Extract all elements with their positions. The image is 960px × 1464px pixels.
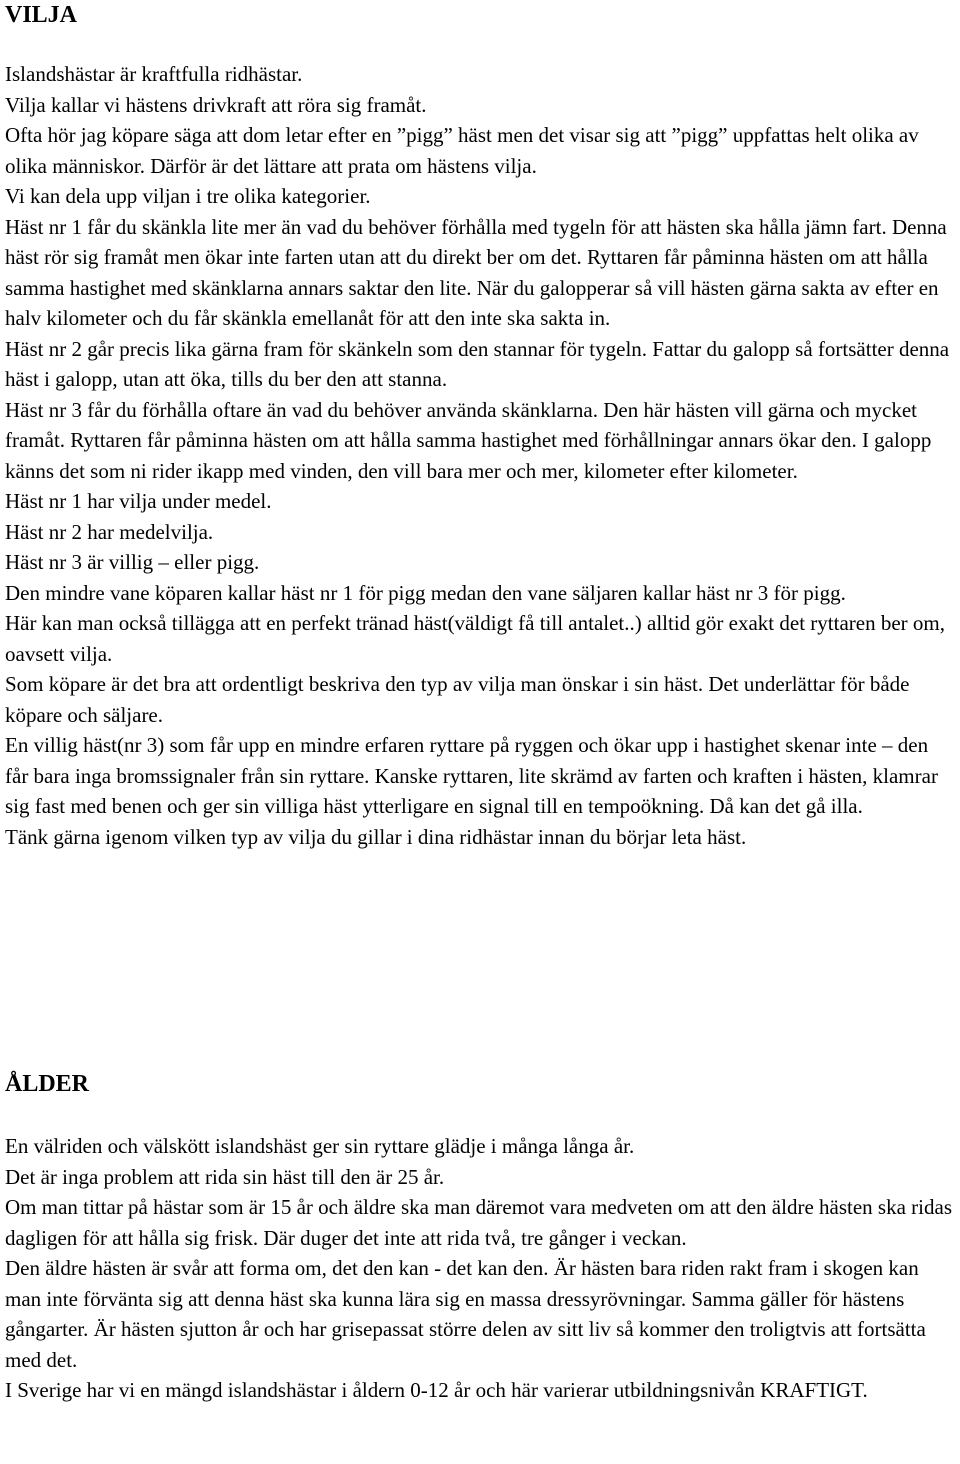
paragraph: Ofta hör jag köpare säga att dom letar efter en ”pigg” häst men det visar sig att ”pigg” uppfattas helt olika av olika människor. Därför är det lättare att prata om hästens vilja. bbox=[5, 123, 919, 178]
paragraph: Tänk gärna igenom vilken typ av vilja du gillar i dina ridhästar innan du börjar leta häst. bbox=[5, 824, 747, 849]
paragraph: Som köpare är det bra att ordentligt beskriva den typ av vilja man önskar i sin häst. Det underlättar för både köpare och säljare. bbox=[5, 672, 910, 727]
paragraph: Vi kan dela upp viljan i tre olika kategorier. bbox=[5, 184, 371, 208]
paragraph: Häst nr 1 har vilja under medel. bbox=[5, 489, 272, 513]
paragraph: Den mindre vane köparen kallar häst nr 1 för pigg medan den vane säljaren kallar häst nr 3 för pigg. bbox=[5, 580, 846, 605]
paragraph: Häst nr 3 är villig – eller pigg. bbox=[5, 550, 260, 574]
paragraph: En välriden och välskött islandshäst ger sin ryttare glädje i många långa år. bbox=[5, 1134, 635, 1158]
section-heading-vilja: VILJA bbox=[5, 2, 78, 28]
paragraph: Islandshästar är kraftfulla ridhästar. bbox=[5, 62, 303, 86]
paragraph: Om man tittar på hästar som är 15 år och äldre ska man däremot vara medveten om att den äldre hästen ska ridas dagligen för att hålla sig frisk. Där duger det inte att rida två, tre gånger i veckan. bbox=[5, 1195, 952, 1250]
section-body-vilja bbox=[5, 59, 955, 852]
section-body-alder bbox=[5, 1131, 955, 1406]
paragraph: Den äldre hästen är svår att forma om, det den kan - det kan den. Är hästen bara riden rakt fram i skogen kan man inte förvänta sig att denna häst ska kunna lära sig en massa dressyrövningar. Samma gäller för hästens gångarter. Är hästen sjutton år och har grisepassat större delen av sitt liv så kommer den troligtvis att fortsätta med det. bbox=[5, 1256, 926, 1372]
paragraph: Det är inga problem att rida sin häst till den är 25 år. bbox=[5, 1164, 445, 1189]
section-heading-alder: ÅLDER bbox=[5, 1071, 90, 1097]
paragraph: Häst nr 2 går precis lika gärna fram för skänkeln som den stannar för tygeln. Fattar du galopp så fortsätter denna häst i galopp, utan att öka, tills du ber den att stanna. bbox=[5, 336, 950, 391]
paragraph: En villig häst(nr 3) som får upp en mindre erfaren ryttare på ryggen och ökar upp i hastighet skenar inte – den får bara inga bromssignaler från sin ryttare. Kanske ryttaren, lite skrämd av farten och kraften i hästen, klamrar sig fast med benen och ger sin villiga häst ytterligare en signal till en tempoökning. Då kan det gå illa. bbox=[5, 733, 938, 818]
paragraph: Här kan man också tillägga att en perfekt tränad häst(väldigt få till antalet..) alltid gör exakt det ryttaren ber om, oavsett vilja. bbox=[5, 611, 945, 666]
paragraph: Häst nr 2 har medelvilja. bbox=[5, 519, 214, 544]
paragraph: Häst nr 3 får du förhålla oftare än vad du behöver använda skänklarna. Den här hästen vill gärna och mycket framåt. Ryttaren får påminna hästen om att hålla samma hastighet med förhållningar annars ökar den. I galopp känns det som ni rider ikapp med vinden, den vill bara mer och mer, kilometer efter kilometer. bbox=[5, 397, 932, 483]
paragraph: Häst nr 1 får du skänkla lite mer än vad du behöver förhålla med tygeln för att hästen ska hålla jämn fart. Denna häst rör sig framåt men ökar inte farten utan att du direkt ber om det. Ryttaren får påminna hästen om att hålla samma hastighet med skänklarna annars saktar den lite. När du galopperar så vill hästen gärna sakta av efter en halv kilometer och du får skänkla emellanåt för att den inte ska sakta in. bbox=[5, 214, 947, 330]
paragraph: Vilja kallar vi hästens drivkraft att röra sig framåt. bbox=[5, 92, 427, 117]
paragraph: I Sverige har vi en mängd islandshästar i åldern 0-12 år och här varierar utbildningsnivån KRAFTIGT. bbox=[5, 1378, 868, 1402]
